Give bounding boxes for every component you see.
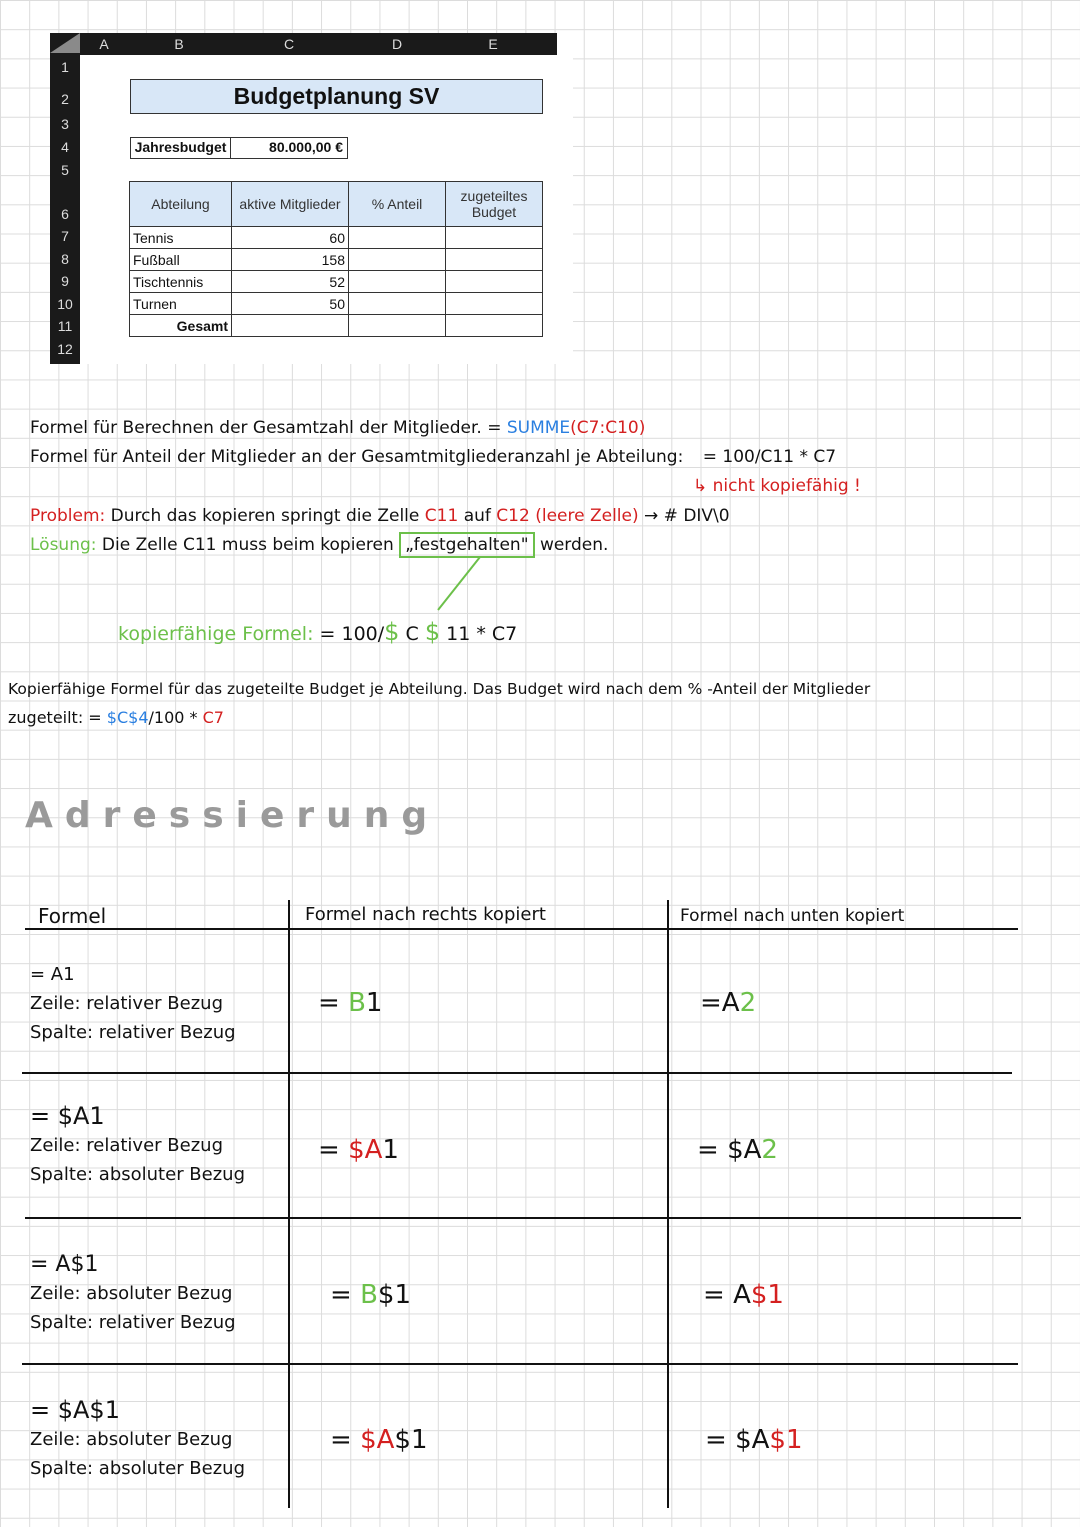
formula-text: = $A1 xyxy=(30,1102,105,1130)
dollar-sign: $ xyxy=(735,1425,752,1455)
sheet-title: Budgetplanung SV xyxy=(130,79,543,114)
equals: = xyxy=(700,988,722,1018)
row-number: 2 xyxy=(739,988,757,1018)
share-cell xyxy=(349,315,446,337)
header-cell: aktive Mitglieder xyxy=(232,182,349,227)
member-count: 158 xyxy=(232,249,349,271)
note-sum-formula xyxy=(30,418,645,438)
row-label: 4 xyxy=(61,139,69,155)
formula-cell xyxy=(30,1250,236,1337)
column-label: C xyxy=(283,36,295,52)
copied-down-result xyxy=(705,1425,803,1455)
share-cell xyxy=(349,227,446,249)
column-reference: Spalte: relativer Bezug xyxy=(30,1312,236,1333)
row-label: 9 xyxy=(61,273,69,289)
row-number: 1 xyxy=(394,1280,411,1310)
budget-cell xyxy=(446,227,543,249)
copied-right-result xyxy=(318,1135,399,1165)
column-header: Formel nach unten kopiert xyxy=(680,906,905,926)
total-label: Gesamt xyxy=(130,315,232,337)
solution-text: werden. xyxy=(539,535,609,555)
row-label: 3 xyxy=(61,116,69,132)
column-label: D xyxy=(391,36,403,52)
formula-text: = $A$1 xyxy=(30,1396,120,1424)
formula-part: = 100/ xyxy=(319,623,385,645)
share-cell xyxy=(349,249,446,271)
highlight-box: „festgehalten" xyxy=(399,532,534,558)
budget-cell xyxy=(446,315,543,337)
formula-cell xyxy=(30,960,236,1047)
solution-text: Die Zelle C11 muss beim kopieren xyxy=(101,535,394,555)
equals: = xyxy=(330,1425,352,1455)
not-copyable-note: ↳ nicht kopiefähig ! xyxy=(693,476,861,496)
equals: = xyxy=(318,988,340,1018)
dollar-sign: $ xyxy=(424,618,441,646)
range-ref: (C7:C10) xyxy=(570,418,646,438)
total-cell xyxy=(232,315,349,337)
budget-cell xyxy=(446,271,543,293)
department-name: Tennis xyxy=(130,227,232,249)
dollar-sign: $ xyxy=(377,1280,395,1310)
note-text: Formel für Berechnen der Gesamtzahl der Mitglieder. = xyxy=(30,418,502,438)
column-letter: A xyxy=(733,1280,751,1310)
formula-part: C xyxy=(405,623,419,645)
formula-text: = A1 xyxy=(30,964,75,985)
row-reference: Zeile: relativer Bezug xyxy=(30,993,223,1014)
formula-cell xyxy=(30,1396,245,1483)
header-cell: zugeteiltes Budget xyxy=(446,182,543,227)
dollar-sign: $ xyxy=(750,1280,768,1310)
budget-note: Kopierfähige Formel für das zugeteilte Budget je Abteilung. Das Budget wird nach dem % -Anteil der Mitglieder xyxy=(8,680,871,698)
formula-text: = A$1 xyxy=(30,1252,99,1277)
column-letter: B xyxy=(348,988,366,1018)
row-number: 2 xyxy=(761,1135,778,1165)
copied-down-result xyxy=(697,1135,778,1165)
table-row xyxy=(130,249,543,271)
column-header: Formel nach rechts kopiert xyxy=(305,904,546,925)
column-reference: Spalte: absoluter Bezug xyxy=(30,1164,246,1185)
solution-label: Lösung: xyxy=(30,535,97,555)
problem-text: auf xyxy=(463,506,491,526)
budget-cell xyxy=(446,249,543,271)
problem-text: Durch das kopieren springt die Zelle xyxy=(110,506,420,526)
row-reference: Zeile: relativer Bezug xyxy=(30,1135,223,1156)
copied-right-result xyxy=(330,1280,411,1310)
row-label: 5 xyxy=(61,162,69,178)
column-reference: Spalte: relativer Bezug xyxy=(30,1022,236,1043)
dollar-sign: $ xyxy=(394,1425,411,1455)
total-row xyxy=(130,315,543,337)
formula-part: 11 * C7 xyxy=(446,623,518,645)
row-number: 1 xyxy=(785,1425,803,1455)
table-row xyxy=(130,271,543,293)
column-letter: A xyxy=(751,1425,770,1455)
copied-down-result xyxy=(700,988,756,1018)
column-letter: A xyxy=(376,1425,395,1455)
dollar-sign: $ xyxy=(360,1425,377,1455)
row-label: 7 xyxy=(61,228,69,244)
table-row xyxy=(130,293,543,315)
column-header: Formel xyxy=(38,904,107,928)
spreadsheet-screenshot xyxy=(50,33,573,364)
equals: = xyxy=(318,1135,340,1165)
budget-cell xyxy=(446,293,543,315)
row-number: 1 xyxy=(767,1280,784,1310)
section-heading: Adressierung xyxy=(25,795,440,836)
empty-cell-note: (leere Zelle) xyxy=(535,506,639,526)
row-header-bar xyxy=(50,55,80,364)
department-name: Turnen xyxy=(130,293,232,315)
row-number: 1 xyxy=(410,1425,428,1455)
row-number: 1 xyxy=(382,1135,399,1165)
annual-budget-label: Jahresbudget xyxy=(130,137,231,159)
column-letter: A xyxy=(743,1135,762,1165)
solution-line xyxy=(30,535,608,555)
column-header-bar xyxy=(50,33,557,55)
formula-part: /100 * xyxy=(148,708,198,727)
dollar-sign: $ xyxy=(769,1425,786,1455)
row-label: 2 xyxy=(61,91,69,107)
cell-ref: C12 xyxy=(496,506,530,526)
pointer-line xyxy=(420,555,490,615)
absolute-ref: $C$4 xyxy=(106,708,149,727)
dollar-sign: $ xyxy=(348,1135,365,1165)
copied-right-result xyxy=(330,1425,428,1455)
error-result: → # DIV\0 xyxy=(644,506,730,526)
copyable-formula-line xyxy=(118,618,517,646)
copied-down-result xyxy=(703,1280,784,1310)
range-open xyxy=(570,418,645,438)
table-row xyxy=(130,227,543,249)
cell-ref: C7 xyxy=(202,708,224,727)
column-label: B xyxy=(174,36,184,52)
row-label: 1 xyxy=(61,59,69,75)
row-label: 6 xyxy=(61,206,69,222)
column-reference: Spalte: absoluter Bezug xyxy=(30,1458,246,1479)
column-label: E xyxy=(488,36,498,52)
equals: = xyxy=(703,1280,725,1310)
row-number: 1 xyxy=(365,988,383,1018)
column-label: A xyxy=(99,36,109,52)
department-name: Fußball xyxy=(130,249,232,271)
department-name: Tischtennis xyxy=(130,271,232,293)
column-letter: A xyxy=(364,1135,383,1165)
table-rule xyxy=(25,928,1018,930)
table-rule xyxy=(22,1072,1012,1074)
dollar-sign: $ xyxy=(384,618,400,646)
table-rule xyxy=(25,1217,1021,1219)
note-share-formula xyxy=(30,447,836,467)
problem-line xyxy=(30,506,730,526)
note-text: Formel für Anteil der Mitglieder an der Gesamtmitgliederanzahl je Abteilung: xyxy=(30,447,684,467)
equals: = xyxy=(705,1425,727,1455)
table-header-row xyxy=(130,182,543,227)
row-reference: Zeile: absoluter Bezug xyxy=(30,1429,233,1450)
share-cell xyxy=(349,271,446,293)
equals: = xyxy=(330,1280,352,1310)
column-letter: B xyxy=(360,1280,378,1310)
annual-budget-value: 80.000,00 € xyxy=(230,137,348,159)
column-letter: A xyxy=(721,988,740,1018)
formula-cell xyxy=(30,1102,245,1189)
member-count: 50 xyxy=(232,293,349,315)
copied-right-result xyxy=(318,988,382,1018)
share-cell xyxy=(349,293,446,315)
function-name: SUMME xyxy=(506,418,571,438)
row-label: 10 xyxy=(57,296,73,312)
note-text: zugeteilt: = xyxy=(8,708,102,727)
equals: = xyxy=(697,1135,719,1165)
select-all-corner xyxy=(50,33,80,53)
budget-formula-line xyxy=(8,708,224,727)
header-cell: % Anteil xyxy=(349,182,446,227)
table-divider xyxy=(288,900,290,1508)
copyable-label: kopierfähige Formel: xyxy=(118,623,314,645)
formula: = 100/C11 * C7 xyxy=(702,447,837,467)
row-reference: Zeile: absoluter Bezug xyxy=(30,1283,233,1304)
dollar-sign: $ xyxy=(727,1135,744,1165)
member-count: 52 xyxy=(232,271,349,293)
header-cell: Abteilung xyxy=(130,182,232,227)
row-label: 12 xyxy=(57,341,73,357)
row-label: 8 xyxy=(61,251,69,267)
table-rule xyxy=(22,1363,1018,1365)
cell-ref: C11 xyxy=(424,506,459,526)
department-table xyxy=(129,181,543,337)
row-label: 11 xyxy=(57,318,73,334)
member-count: 60 xyxy=(232,227,349,249)
problem-label: Problem: xyxy=(30,506,106,526)
table-divider xyxy=(667,900,669,1508)
